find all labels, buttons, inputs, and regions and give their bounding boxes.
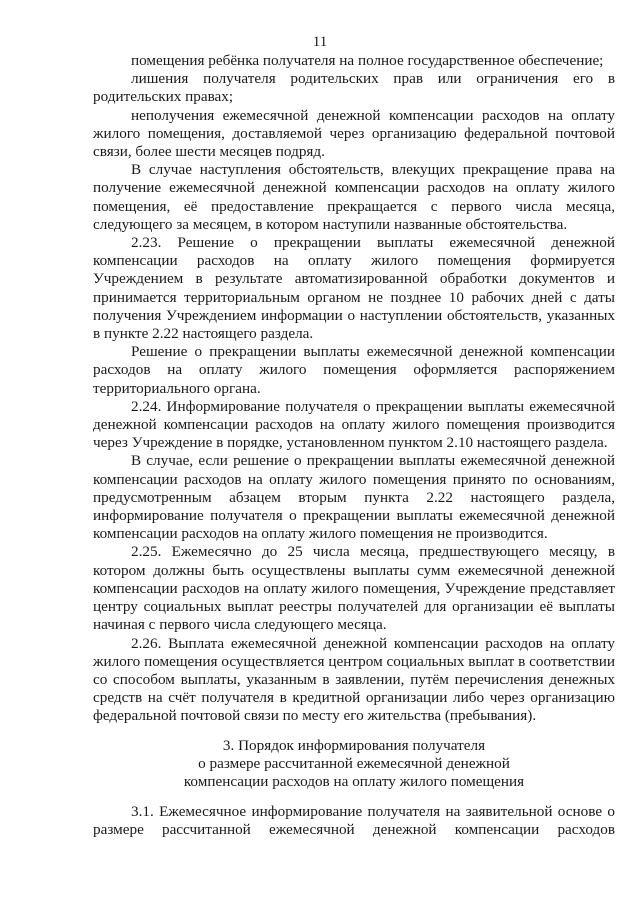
paragraph: лишения получателя родительских прав или ограничения его в родительских правах; (93, 70, 615, 106)
section-heading-line: о размере рассчитанной ежемесячной денежной (198, 755, 510, 773)
paragraph: В случае наступления обстоятельств, влекущих прекращение права на получение ежемесячной денежной компенсации расходов на оплату жилого помещения, её предоставление прекращается с первого числа месяца, следующего за месяцем, в котором наступили названные обстоятельства. (93, 161, 615, 233)
paragraph: 2.25. Ежемесячно до 25 числа месяца, предшествующего месяцу, в котором должны быть осуществлены выплаты сумм ежемесячной денежной компенсации расходов на оплату жилого помещения, Учреждение представляет центру социальных выплат реестры получателей для организации её выплаты начиная с первого числа следующего месяца. (93, 543, 615, 634)
paragraph: 2.26. Выплата ежемесячной денежной компенсации расходов на оплату жилого помещения осуществляется центром социальных выплат в соответствии со способом выплаты, указанным в заявлении, путём перечисления денежных средств на счёт получателя в кредитной организации либо через организацию федеральной почтовой связи по месту его жительства (пребывания). (93, 634, 615, 725)
section-heading (93, 737, 615, 792)
paragraph: 2.24. Информирование получателя о прекращении выплаты ежемесячной денежной компенсации расходов на оплату жилого помещения производится через Учреждение в порядке, установленном пунктом 2.10 настоящего раздела. (93, 397, 615, 452)
paragraph: неполучения ежемесячной денежной компенсации расходов на оплату жилого помещения, доставляемой через организацию федеральной почтовой связи, более шести месяцев подряд. (93, 106, 615, 161)
section-3-text (93, 803, 615, 840)
section-heading-line: компенсации расходов на оплату жилого помещения (183, 773, 525, 791)
section-heading-line: 3. Порядок информирования получателя (222, 737, 486, 754)
paragraph: 3.1. Ежемесячное информирование получателя на заявительной основе о размере рассчитанной ежемесячной денежной компенсации расходов (93, 803, 615, 839)
body-text (93, 52, 615, 726)
paragraph: Решение о прекращении выплаты ежемесячной денежной компенсации расходов на оплату жилого помещения оформляется распоряжением территориального органа. (93, 343, 615, 397)
paragraph: В случае, если решение о прекращении выплаты ежемесячной денежной компенсации расходов на оплату жилого помещения принято по основаниям, предусмотренным абзацем вторым пункта 2.22 настоящего раздела, информирование получателя о прекращении выплаты ежемесячной денежной компенсации расходов на оплату жилого помещения не производится. (93, 452, 615, 543)
paragraph: 2.23. Решение о прекращении выплаты ежемесячной денежной компенсации расходов на оплату жилого помещения формируется Учреждением в результате автоматизированной обработки документов и принимается территориальным органом не позднее 10 рабочих дней с даты получения Учреждением информации о наступлении обстоятельств, указанных в пункте 2.22 настоящего раздела. (93, 234, 615, 343)
page-number: 11 (312, 34, 328, 50)
paragraph: помещения ребёнка получателя на полное государственное обеспечение; (131, 52, 604, 69)
